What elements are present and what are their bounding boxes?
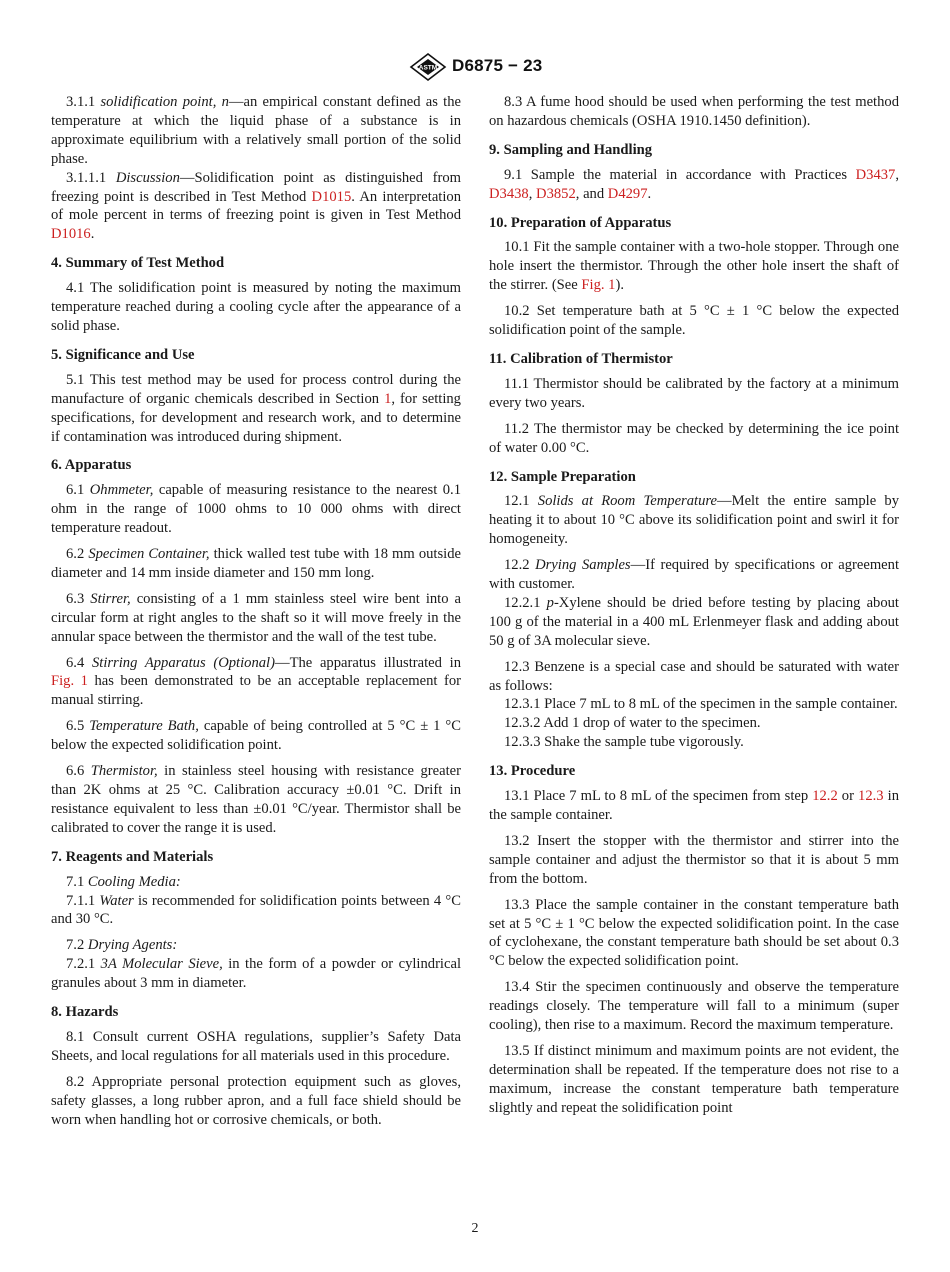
section-5-heading: 5. Significance and Use	[51, 346, 195, 363]
para-12-3: 12.3 Benzene is a special case and should be saturated with water as follows:	[489, 658, 899, 694]
link-fig-1[interactable]: Fig. 1	[581, 277, 616, 294]
para-4-1: 4.1 The solidification point is measured by noting the maximum temperature reached during a cooling cycle after the appearance of a solid phase.	[51, 280, 461, 334]
link-d3437[interactable]: D3437	[855, 166, 896, 183]
section-4-heading: 4. Summary of Test Method	[51, 255, 225, 272]
para-10-1: 10.1 Fit the sample container with a two-hole stopper. Through one hole insert the thermistor. Through the other hole insert the shaft of the stirrer. (See Fig. 1).	[489, 239, 899, 294]
logo-text: ASTM	[418, 64, 438, 72]
para-8-3: 8.3 A fume hood should be used when performing the test method on hazardous chemicals (OSHA 1910.1450 definition).	[489, 94, 899, 129]
para-6-4: 6.4 Stirring Apparatus (Optional)—The apparatus illustrated in Fig. 1 has been demonstrated to be an acceptable replacement for manual stirring.	[51, 654, 462, 709]
para-13-2: 13.2 Insert the stopper with the thermistor and stirrer into the sample container and adjust the thermistor so that it is about 5 mm from the bottom.	[489, 832, 899, 887]
para-6-6: 6.6 Thermistor, in stainless steel housing with resistance greater than 2K ohms at 25 °C. Calibration accuracy ±0.01 °C. Drift in resistance equivalent to less than ±0.01 °C/year. Thermistor shall be calibrated to cover the range it is used.	[51, 763, 461, 836]
para-12-3-3: 12.3.3 Shake the sample tube vigorously.	[504, 734, 744, 751]
section-6-heading: 6. Apparatus	[51, 457, 132, 474]
para-6-2: 6.2 Specimen Container, thick walled test tube with 18 mm outside diameter and 14 mm inside diameter and 150 mm long.	[51, 546, 461, 581]
link-d1015[interactable]: D1015	[311, 188, 352, 205]
section-11-heading: 11. Calibration of Thermistor	[489, 350, 673, 367]
section-13-heading: 13. Procedure	[489, 763, 576, 780]
para-12-1: 12.1 Solids at Room Temperature—Melt the entire sample by heating it to about 10 °C above its solidification point and swirl it for homogeneity.	[489, 493, 899, 548]
link-d1016[interactable]: D1016	[51, 226, 91, 243]
para-12-3-2: 12.3.2 Add 1 drop of water to the specimen.	[504, 715, 761, 732]
link-d3438[interactable]: D3438	[489, 185, 529, 202]
link-d4297[interactable]: D4297	[607, 185, 648, 202]
page-header	[0, 53, 950, 83]
para-10-2: 10.2 Set temperature bath at 5 °C ± 1 °C below the expected solidification point of the sample.	[489, 303, 899, 339]
link-step-12-3[interactable]: 12.3	[858, 788, 884, 805]
link-step-12-2[interactable]: 12.2	[812, 788, 838, 805]
para-6-3: 6.3 Stirrer, consisting of a 1 mm stainless steel wire bent into a circular form at right angles to the shaft so it will move freely in the annular space between the thermistor and the wall of the test tube.	[51, 590, 461, 645]
link-fig-1[interactable]: Fig. 1	[51, 673, 88, 690]
para-6-1: 6.1 Ohmmeter, capable of measuring resistance to the nearest 0.1 ohm in the range of 1000 ohms to 10 000 ohms with direct temperature readout.	[51, 482, 461, 537]
para-13-4: 13.4 Stir the specimen continuously and observe the temperature readings closely. The temperature will fall to a minimum (super cooling), then rise to a maximum. Record the maximum temperature.	[489, 979, 899, 1034]
link-d3852[interactable]: D3852	[536, 185, 576, 202]
astm-logo-icon	[409, 53, 447, 81]
para-8-1: 8.1 Consult current OSHA regulations, supplier’s Safety Data Sheets, and local regulations for all materials used in this procedure.	[51, 1028, 461, 1064]
para-13-5: 13.5 If distinct minimum and maximum points are not evident, the determination shall be repeated. If the temperature does not rise to a maximum, increase the constant temperature bath temperature slightly and repeat the solidification point	[489, 1042, 899, 1116]
para-13-3: 13.3 Place the sample container in the constant temperature bath set at 5 °C ± 1 °C below the expected solidification point. In the case of cyclohexane, the constant temperature bath should be set about 0.3 °C below the expected solidification point.	[489, 896, 899, 970]
para-12-2: 12.2 Drying Samples—If required by specifications or agreement with customer.	[489, 557, 899, 593]
para-12-2-1: 12.2.1 p-Xylene should be dried before testing by placing about 100 g of the material in a 400 mL Erlenmeyer flask and adding about 50 g of 3A molecular sieve.	[489, 594, 899, 649]
para-12-3-1: 12.3.1 Place 7 mL to 8 mL of the specimen in the sample container.	[504, 696, 898, 713]
para-6-5: 6.5 Temperature Bath, capable of being controlled at 5 °C ± 1 °C below the expected solidification point.	[51, 718, 461, 754]
para-9-1: 9.1 Sample the material in accordance with Practices D3437, D3438, D3852, and D4297.	[489, 166, 899, 202]
para-7-2: 7.2 Drying Agents:	[66, 937, 178, 954]
para-13-1: 13.1 Place 7 mL to 8 mL of the specimen from step 12.2 or 12.3 in the sample container.	[489, 788, 899, 823]
para-5-1: 5.1 This test method may be used for process control during the manufacture of organic chemicals described in Section 1, for setting specifications, for development and research work, and to determine if contamination was introduced during shipment.	[51, 371, 461, 445]
document-id: D6875 − 23	[452, 56, 543, 75]
section-7-heading: 7. Reagents and Materials	[51, 848, 214, 865]
section-9-heading: 9. Sampling and Handling	[489, 141, 653, 158]
para-7-2-1: 7.2.1 3A Molecular Sieve, in the form of a powder or cylindrical granules about 3 mm in diameter.	[51, 956, 461, 992]
para-8-2: 8.2 Appropriate personal protection equipment such as gloves, safety glasses, a long rubber apron, and a full face shield should be worn when handling hot or corrosive chemicals, or both.	[51, 1073, 461, 1128]
para-7-1: 7.1 Cooling Media:	[66, 873, 181, 890]
link-section-1[interactable]: 1	[384, 390, 392, 407]
para-7-1-1: 7.1.1 Water is recommended for solidification points between 4 °C and 30 °C.	[51, 892, 461, 928]
section-10-heading: 10. Preparation of Apparatus	[489, 214, 672, 231]
right-column	[489, 93, 899, 1118]
para-3-1-1: 3.1.1 solidification point, n—an empirical constant defined as the temperature at which the liquid phase of a substance is in approximate equilibrium with a relatively small portion of the solid phase.	[51, 94, 461, 167]
para-11-2: 11.2 The thermistor may be checked by determining the ice point of water 0.00 °C.	[489, 420, 899, 456]
section-12-heading: 12. Sample Preparation	[489, 468, 636, 485]
section-8-heading: 8. Hazards	[51, 1004, 119, 1021]
para-11-1: 11.1 Thermistor should be calibrated by the factory at a minimum every two years.	[489, 375, 899, 411]
left-column	[51, 93, 461, 1130]
para-3-1-1-1: 3.1.1.1 Discussion—Solidification point as distinguished from freezing point is described in Test Method D1015. An interpretation of mole percent in terms of freezing point is given in Test Method D1016.	[51, 169, 461, 243]
page-number: 2	[471, 1221, 479, 1236]
